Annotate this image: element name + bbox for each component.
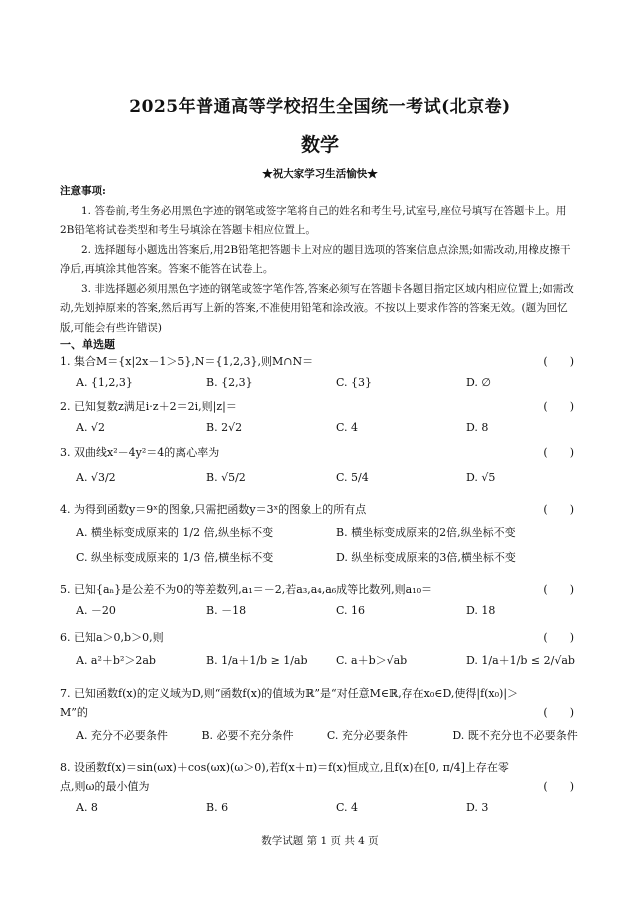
question-6: [60, 628, 580, 670]
question-5: [60, 580, 580, 620]
answer-paren: ( ): [543, 631, 574, 644]
notice-item: 2. 选择题每小题选出答案后,用2B铅笔把答题卡上对应的题目选项的答案信息点涂黑;如需改动,用橡皮擦干净后,再填涂其他答案。答案不能答在试卷上。: [60, 243, 571, 275]
option-a: A. －20: [76, 604, 116, 617]
option-c: C. 4: [336, 421, 359, 434]
option-b: B. －18: [206, 604, 247, 617]
question-stem: 3. 双曲线x²－4y²＝4的离心率为: [60, 446, 220, 459]
question-stem: 7. 已知函数f(x)的定义域为D,则“函数f(x)的值域为ℝ”是“对任意M∈ℝ,存在x₀∈D,使得|f(x₀)|＞M”的: [60, 687, 519, 719]
exam-title: 2025年普通高等学校招生全国统一考试(北京卷): [129, 97, 511, 117]
question-stem: 6. 已知a＞0,b＞0,则: [60, 631, 164, 644]
option-d: D. 3: [466, 801, 489, 814]
option-c: C. 纵坐标变成原来的 1/3 倍,横坐标不变: [76, 551, 274, 564]
section-title: 一、单选题: [60, 338, 115, 351]
wish-line: ★祝大家学习生活愉快★: [262, 168, 378, 180]
answer-paren: ( ): [543, 706, 574, 719]
option-a: A. √3/2: [76, 471, 116, 484]
option-c: C. {3}: [336, 376, 373, 389]
question-7: [60, 684, 580, 745]
answer-paren: ( ): [543, 503, 574, 516]
option-a: A. 8: [76, 801, 98, 814]
option-d: D. 纵坐标变成原来的3倍,横坐标不变: [336, 551, 516, 564]
option-d: D. √5: [466, 471, 496, 484]
option-c: C. 5/4: [336, 471, 369, 484]
question-2: [60, 397, 580, 437]
option-a: A. {1,2,3}: [76, 376, 133, 389]
notice-block: [60, 182, 580, 338]
question-3: [60, 443, 580, 487]
question-stem: 1. 集合M＝{x|2x－1＞5},N＝{1,2,3},则M∩N＝: [60, 355, 314, 368]
answer-paren: ( ): [543, 400, 574, 413]
question-1: [60, 352, 580, 392]
question-stem: 4. 为得到函数y＝9ˣ的图象,只需把函数y＝3ˣ的图象上的所有点: [60, 503, 367, 516]
question-8: [60, 758, 580, 817]
option-b: B. 1/a＋1/b ≥ 1/ab: [206, 654, 308, 667]
option-a: A. 充分不必要条件: [76, 729, 168, 742]
option-c: C. 4: [336, 801, 359, 814]
question-stem: 2. 已知复数z满足i·z＋2＝2i,则|z|＝: [60, 400, 237, 413]
option-d: D. ∅: [466, 376, 492, 389]
option-d: D. 既不充分也不必要条件: [452, 729, 578, 742]
option-c: C. a＋b＞√ab: [336, 654, 408, 667]
subject-title: 数学: [300, 134, 339, 156]
answer-paren: ( ): [543, 355, 574, 368]
page-footer: 数学试题 第 1 页 共 4 页: [261, 835, 379, 847]
option-a: A. √2: [76, 421, 105, 434]
question-stem: 8. 设函数f(x)＝sin(ωx)＋cos(ωx)(ω＞0),若f(x＋π)＝f(x)恒成立,且f(x)在[0, π/4]上存在零点,则ω的最小值为: [60, 761, 509, 793]
option-c: C. 16: [336, 604, 366, 617]
option-b: B. 6: [206, 801, 229, 814]
option-d: D. 8: [466, 421, 489, 434]
option-b: B. {2,3}: [206, 376, 253, 389]
option-d: D. 1/a＋1/b ≤ 2/√ab: [466, 654, 575, 667]
option-b: B. 必要不充分条件: [201, 729, 294, 742]
answer-paren: ( ): [543, 780, 574, 793]
question-stem: 5. 已知{aₙ}是公差不为0的等差数列,a₁＝－2,若a₃,a₄,a₆成等比数列,则a₁₀＝: [60, 583, 433, 596]
option-b: B. 2√2: [206, 421, 243, 434]
answer-paren: ( ): [543, 583, 574, 596]
option-b: B. 横坐标变成原来的2倍,纵坐标不变: [336, 526, 516, 539]
notice-item: 1. 答卷前,考生务必用黑色字迹的钢笔或签字笔将自己的姓名和考生号,试室号,座位号填写在答题卡上。用2B铅笔将试卷类型和考生号填涂在答题卡相应位置上。: [60, 204, 567, 236]
notice-item: 3. 非选择题必须用黑色字迹的钢笔或签字笔作答,答案必须写在答题卡各题目指定区域内相应位置上;如需改动,先划掉原来的答案,然后再写上新的答案,不准使用铅笔和涂改液。不按以上要求作答的答案无效。(题为回忆版,可能会有些许错误): [60, 282, 574, 334]
notice-heading: 注意事项:: [60, 185, 106, 197]
answer-paren: ( ): [543, 446, 574, 459]
option-b: B. √5/2: [206, 471, 246, 484]
question-4: [60, 500, 580, 567]
option-a: A. a²＋b²＞2ab: [76, 654, 156, 667]
option-d: D. 18: [466, 604, 496, 617]
option-a: A. 横坐标变成原来的 1/2 倍,纵坐标不变: [76, 526, 274, 539]
option-c: C. 充分必要条件: [326, 729, 408, 742]
